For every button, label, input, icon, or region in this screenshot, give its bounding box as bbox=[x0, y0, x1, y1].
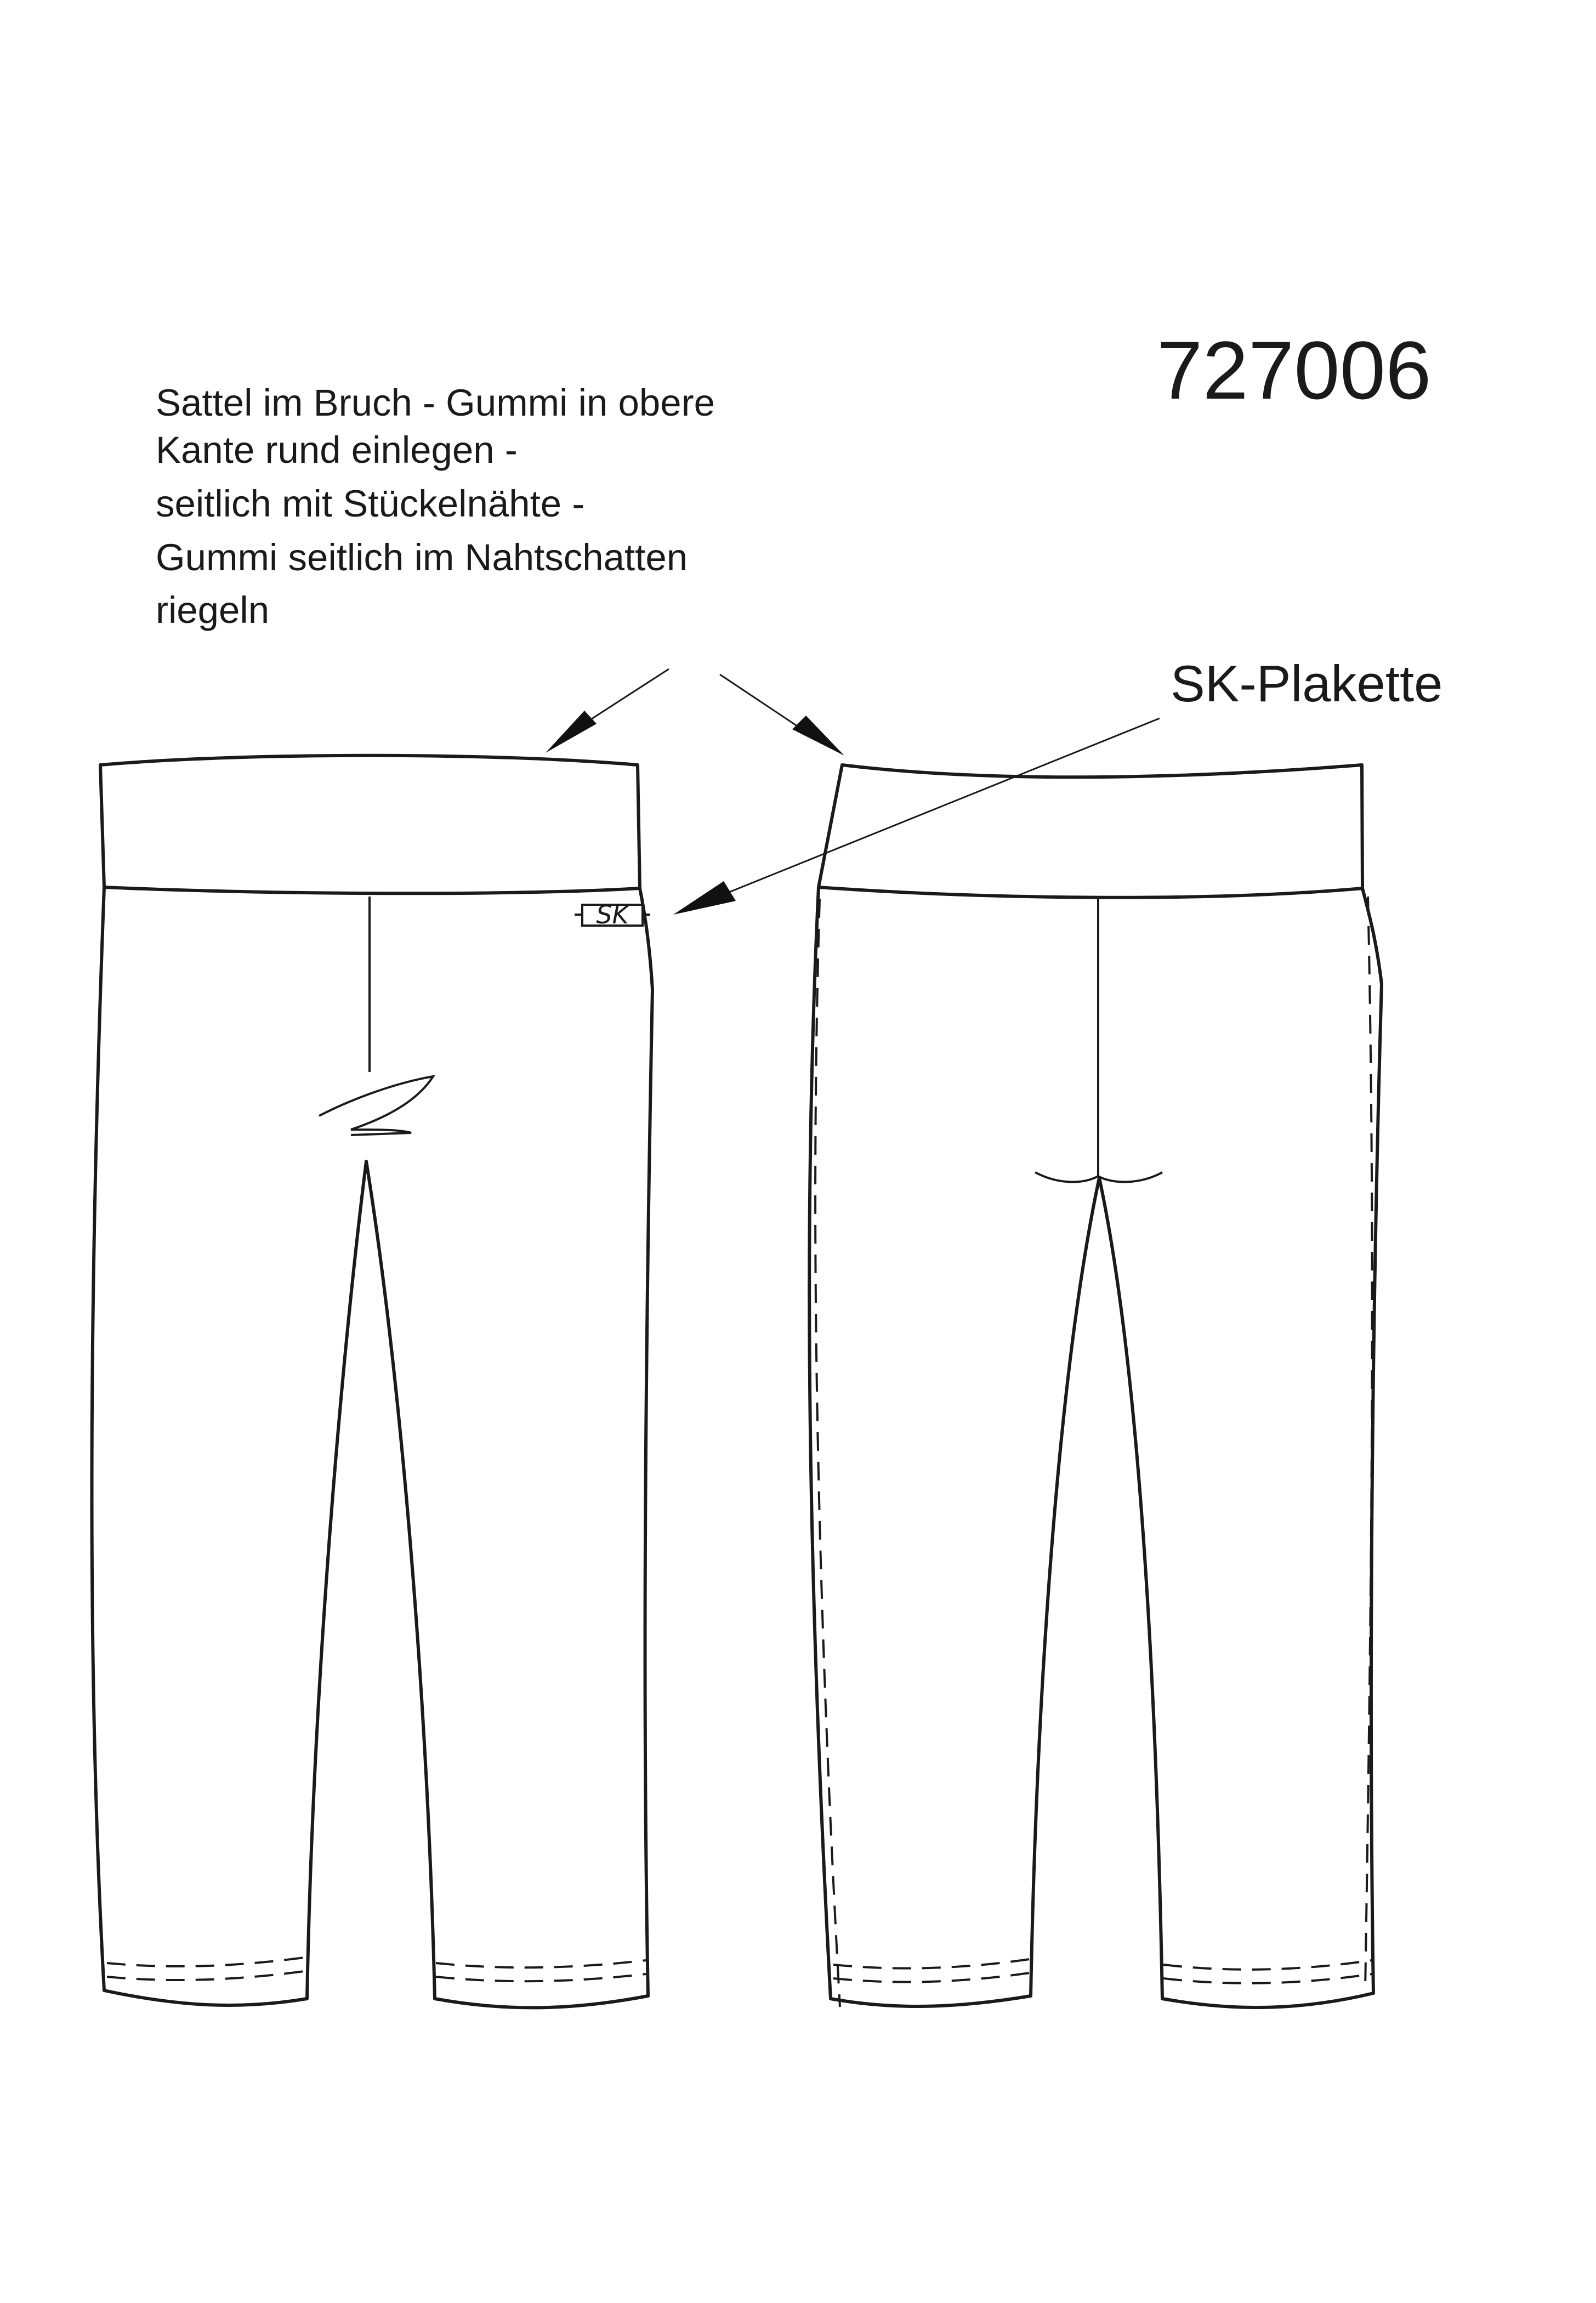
back-left-hem-stitch-2 bbox=[833, 1973, 1030, 1982]
front-leg-outline bbox=[92, 887, 653, 2007]
back-left-side-stitch bbox=[815, 899, 840, 2007]
sk-plakette-logo bbox=[575, 900, 650, 929]
front-fly-stitching bbox=[319, 1076, 433, 1135]
front-right-hem-stitch-2 bbox=[436, 1974, 646, 1981]
style-number: 727006 bbox=[1157, 324, 1432, 416]
front-waistband bbox=[100, 756, 640, 894]
back-view bbox=[809, 765, 1382, 2007]
logo-text: SK bbox=[596, 900, 629, 929]
instruction-line-1: Sattel im Bruch - Gummi in obere bbox=[156, 382, 715, 424]
back-right-hem-stitch-1 bbox=[1163, 1960, 1372, 1970]
note-leader-arrows bbox=[546, 669, 844, 756]
back-right-hem-stitch-2 bbox=[1163, 1974, 1372, 1983]
back-leg-outline bbox=[809, 887, 1382, 2007]
instruction-line-5: riegeln bbox=[156, 589, 270, 631]
instruction-line-3: seitlich mit Stückelnähte - bbox=[156, 483, 585, 525]
front-view bbox=[92, 756, 653, 2008]
back-left-hem-stitch-1 bbox=[833, 1959, 1030, 1969]
arrowhead-plakette bbox=[673, 881, 736, 915]
plakette-leader-arrow bbox=[673, 718, 1160, 915]
leader-line-plakette bbox=[729, 718, 1160, 892]
front-left-hem-stitch-2 bbox=[107, 1971, 304, 1980]
front-left-hem-stitch-1 bbox=[107, 1958, 304, 1966]
leader-line-back bbox=[720, 674, 802, 729]
arrowhead-front bbox=[546, 711, 597, 753]
back-waistband bbox=[819, 765, 1362, 898]
front-right-hem-stitch-1 bbox=[436, 1960, 646, 1967]
sk-plakette-label: SK-Plakette bbox=[1171, 655, 1443, 712]
instruction-line-4: Gummi seitlich im Nahtschatten bbox=[156, 536, 688, 578]
instruction-line-2: Kante rund einlegen - bbox=[156, 429, 518, 471]
arrowhead-back bbox=[792, 716, 844, 756]
